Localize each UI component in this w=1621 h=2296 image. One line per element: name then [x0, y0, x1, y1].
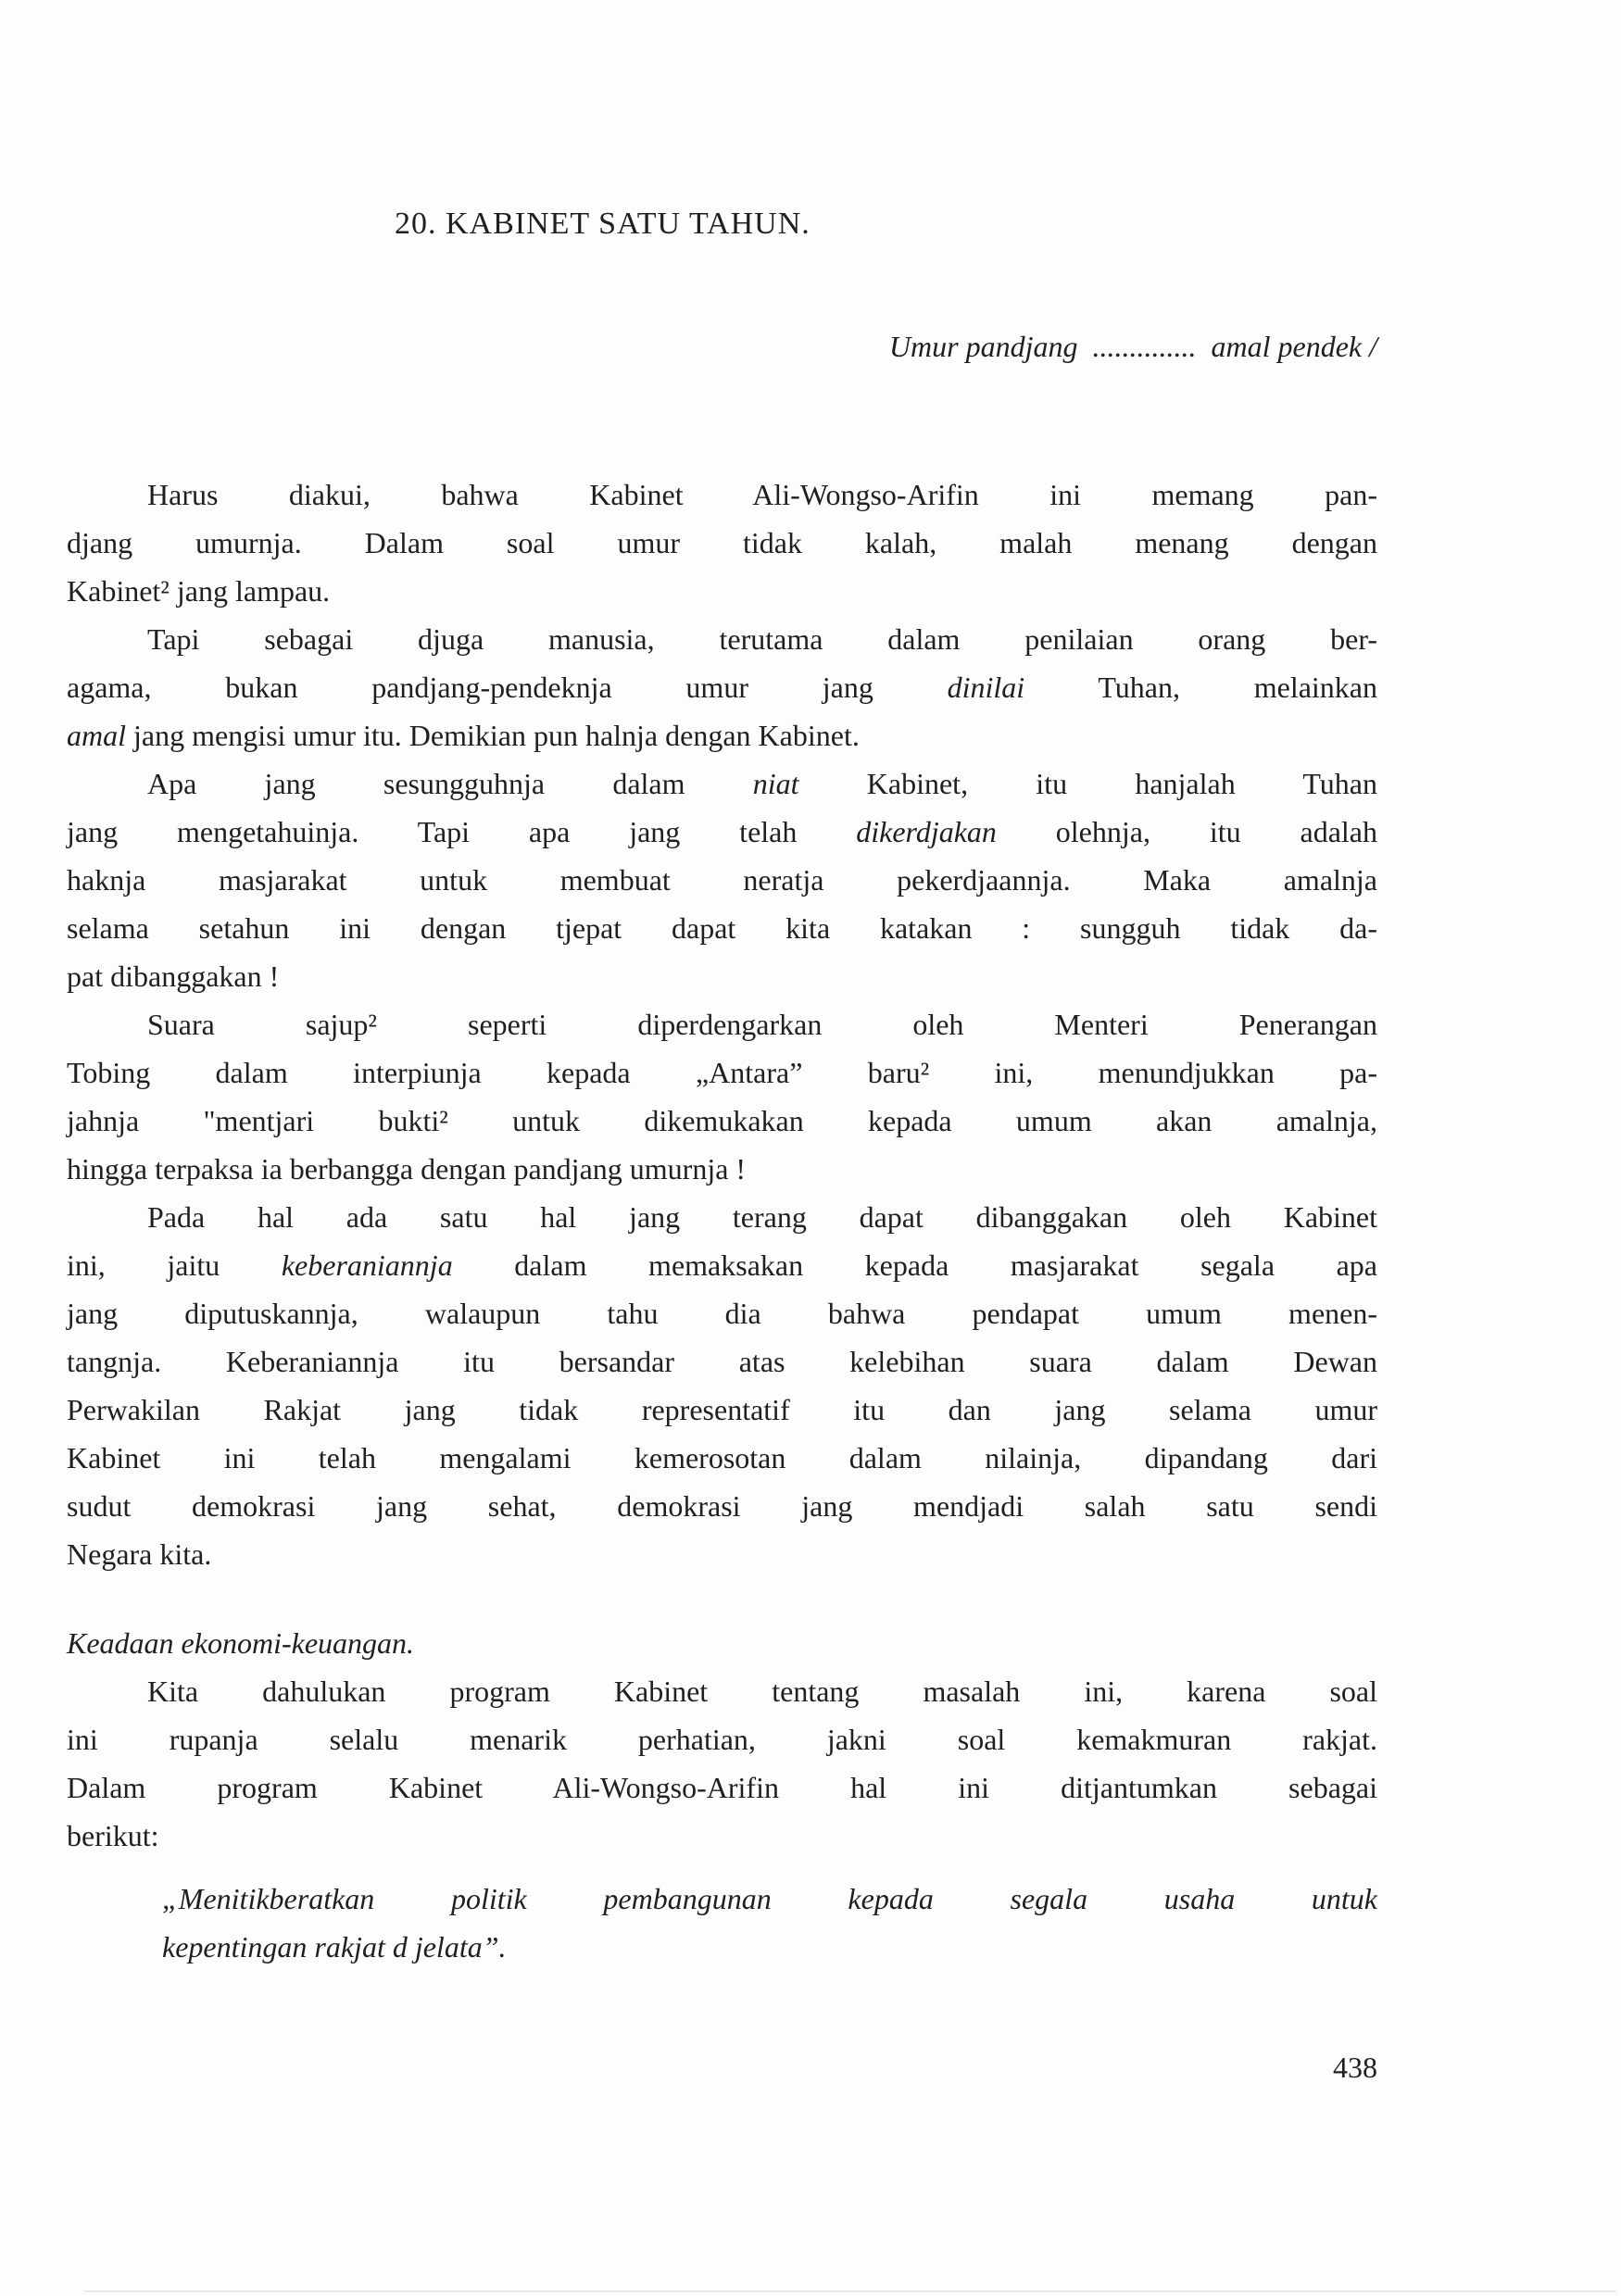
- text-run: Dalam program Kabinet Ali-Wongso-Arifin hal ini ditjantumkan sebagai: [67, 1771, 1377, 1804]
- text-line: [67, 1667, 1377, 1715]
- italic-text-run: kepentingan rakjat d jelata”.: [162, 1930, 507, 1964]
- text-run: jang diputuskannja, walaupun tahu dia bahwa pendapat umum menen-: [67, 1297, 1377, 1330]
- text-run: olehnja, itu adalah: [996, 815, 1378, 848]
- text-line: [67, 1048, 1377, 1097]
- text-line: [67, 759, 1377, 808]
- page-number: 438: [1333, 2051, 1377, 2084]
- text-run: sudut demokrasi jang sehat, demokrasi jang mendjadi salah satu sendi: [67, 1489, 1377, 1523]
- text-line: [162, 1875, 1377, 1923]
- text-run: agama, bukan pandjang-pendeknja umur jang: [67, 671, 948, 704]
- text-line: [67, 808, 1377, 856]
- paragraph: [67, 759, 1377, 1000]
- text-line: [67, 663, 1377, 711]
- text-run: jang mengetahuinja. Tapi apa jang telah: [67, 815, 857, 848]
- text-line: [67, 1241, 1377, 1289]
- text-run: jang mengisi umur itu. Demikian pun halnja dengan Kabinet.: [126, 719, 860, 752]
- text-run: haknja masjarakat untuk membuat neratja pekerdjaannja. Maka amalnja: [67, 863, 1377, 897]
- text-run: tangnja. Keberaniannja itu bersandar atas kelebihan suara dalam Dewan: [67, 1345, 1377, 1378]
- italic-text-run: amal: [67, 719, 126, 752]
- text-line: [67, 615, 1377, 663]
- text-line: [67, 1097, 1377, 1145]
- text-run: jahnja "mentjari bukti² untuk dikemukakan kepada umum akan amalnja,: [67, 1104, 1377, 1137]
- text-run: Tuhan, melainkan: [1024, 671, 1378, 704]
- text-line: [67, 1000, 1377, 1048]
- text-line: [67, 856, 1377, 904]
- paragraph: [67, 615, 1377, 759]
- quote: [162, 1875, 1377, 1971]
- text-run: Pada hal ada satu hal jang terang dapat dibanggakan oleh Kabinet: [147, 1200, 1377, 1234]
- text-line: [67, 952, 1377, 1000]
- text-line: [67, 1812, 1377, 1860]
- text-run: Perwakilan Rakjat jang tidak representatif itu dan jang selama umur: [67, 1393, 1377, 1426]
- text-line: [67, 1434, 1377, 1482]
- text-run: djang umurnja. Dalam soal umur tidak kalah, malah menang dengan: [67, 526, 1377, 559]
- text-line: [67, 519, 1377, 567]
- text-run: berikut:: [67, 1819, 159, 1852]
- text-line: [67, 1289, 1377, 1337]
- text-line: [67, 1145, 1377, 1193]
- text-line: [162, 1923, 1377, 1971]
- text-run: pat dibanggakan !: [67, 960, 280, 993]
- text-run: Tobing dalam interpiunja kepada „Antara” baru² ini, menundjukkan pa-: [67, 1056, 1377, 1089]
- text-run: Suara sajup² seperti diperdengarkan oleh Menteri Penerangan: [147, 1008, 1377, 1041]
- text-line: [67, 1530, 1377, 1578]
- paragraph: [67, 1193, 1377, 1578]
- italic-text-run: „Menitikberatkan politik pembangunan kepada segala usaha untuk: [162, 1882, 1377, 1915]
- text-run: hingga terpaksa ia berbangga dengan pandjang umurnja !: [67, 1152, 747, 1186]
- text-line: [67, 567, 1377, 615]
- text-run: Tapi sebagai djuga manusia, terutama dalam penilaian orang ber-: [147, 622, 1377, 656]
- document-body: [67, 322, 1377, 1971]
- text-run: dalam memaksakan kepada masjarakat segala apa: [452, 1248, 1378, 1282]
- italic-text-run: dikerdjakan: [856, 815, 997, 848]
- text-run: ini rupanja selalu menarik perhatian, jakni soal kemakmuran rakjat.: [67, 1723, 1377, 1756]
- chapter-title: 20. KABINET SATU TAHUN.: [395, 207, 810, 241]
- epigraph: [67, 322, 1377, 370]
- paragraph: [67, 1667, 1377, 1860]
- italic-text-run: Keadaan ekonomi-keuangan.: [67, 1626, 415, 1660]
- paragraph: [67, 470, 1377, 615]
- text-line: [67, 322, 1377, 370]
- page-edge-shadow: [83, 2290, 1616, 2292]
- text-run: Kabinet ini telah mengalami kemerosotan dalam nilainja, dipandang dari: [67, 1441, 1377, 1474]
- text-line: [67, 1193, 1377, 1241]
- text-run: ini, jaitu: [67, 1248, 282, 1282]
- text-run: Harus diakui, bahwa Kabinet Ali-Wongso-Arifin ini memang pan-: [147, 478, 1377, 511]
- text-run: Kita dahulukan program Kabinet tentang masalah ini, karena soal: [147, 1675, 1377, 1708]
- text-line: [67, 470, 1377, 519]
- text-line: [67, 1619, 1377, 1667]
- text-line: [67, 1763, 1377, 1812]
- text-line: [67, 1715, 1377, 1763]
- text-run: selama setahun ini dengan tjepat dapat kita katakan : sungguh tidak da-: [67, 911, 1377, 945]
- text-run: Kabinet² jang lampau.: [67, 574, 331, 608]
- italic-text-run: keberaniannja: [281, 1248, 453, 1282]
- text-line: [67, 1482, 1377, 1530]
- italic-text-run: niat: [752, 767, 799, 800]
- italic-text-run: dinilai: [947, 671, 1025, 704]
- text-run: Apa jang sesungguhnja dalam: [147, 767, 753, 800]
- text-line: [67, 904, 1377, 952]
- section-heading: [67, 1619, 1377, 1667]
- text-run: Negara kita.: [67, 1537, 212, 1571]
- text-run: Kabinet, itu hanjalah Tuhan: [798, 767, 1377, 800]
- text-line: [67, 711, 1377, 759]
- italic-text-run: Umur pandjang .............. amal pendek /: [888, 330, 1377, 363]
- page-content: [67, 206, 1377, 1971]
- text-line: [67, 1386, 1377, 1434]
- paragraph: [67, 1000, 1377, 1193]
- text-line: [67, 1337, 1377, 1386]
